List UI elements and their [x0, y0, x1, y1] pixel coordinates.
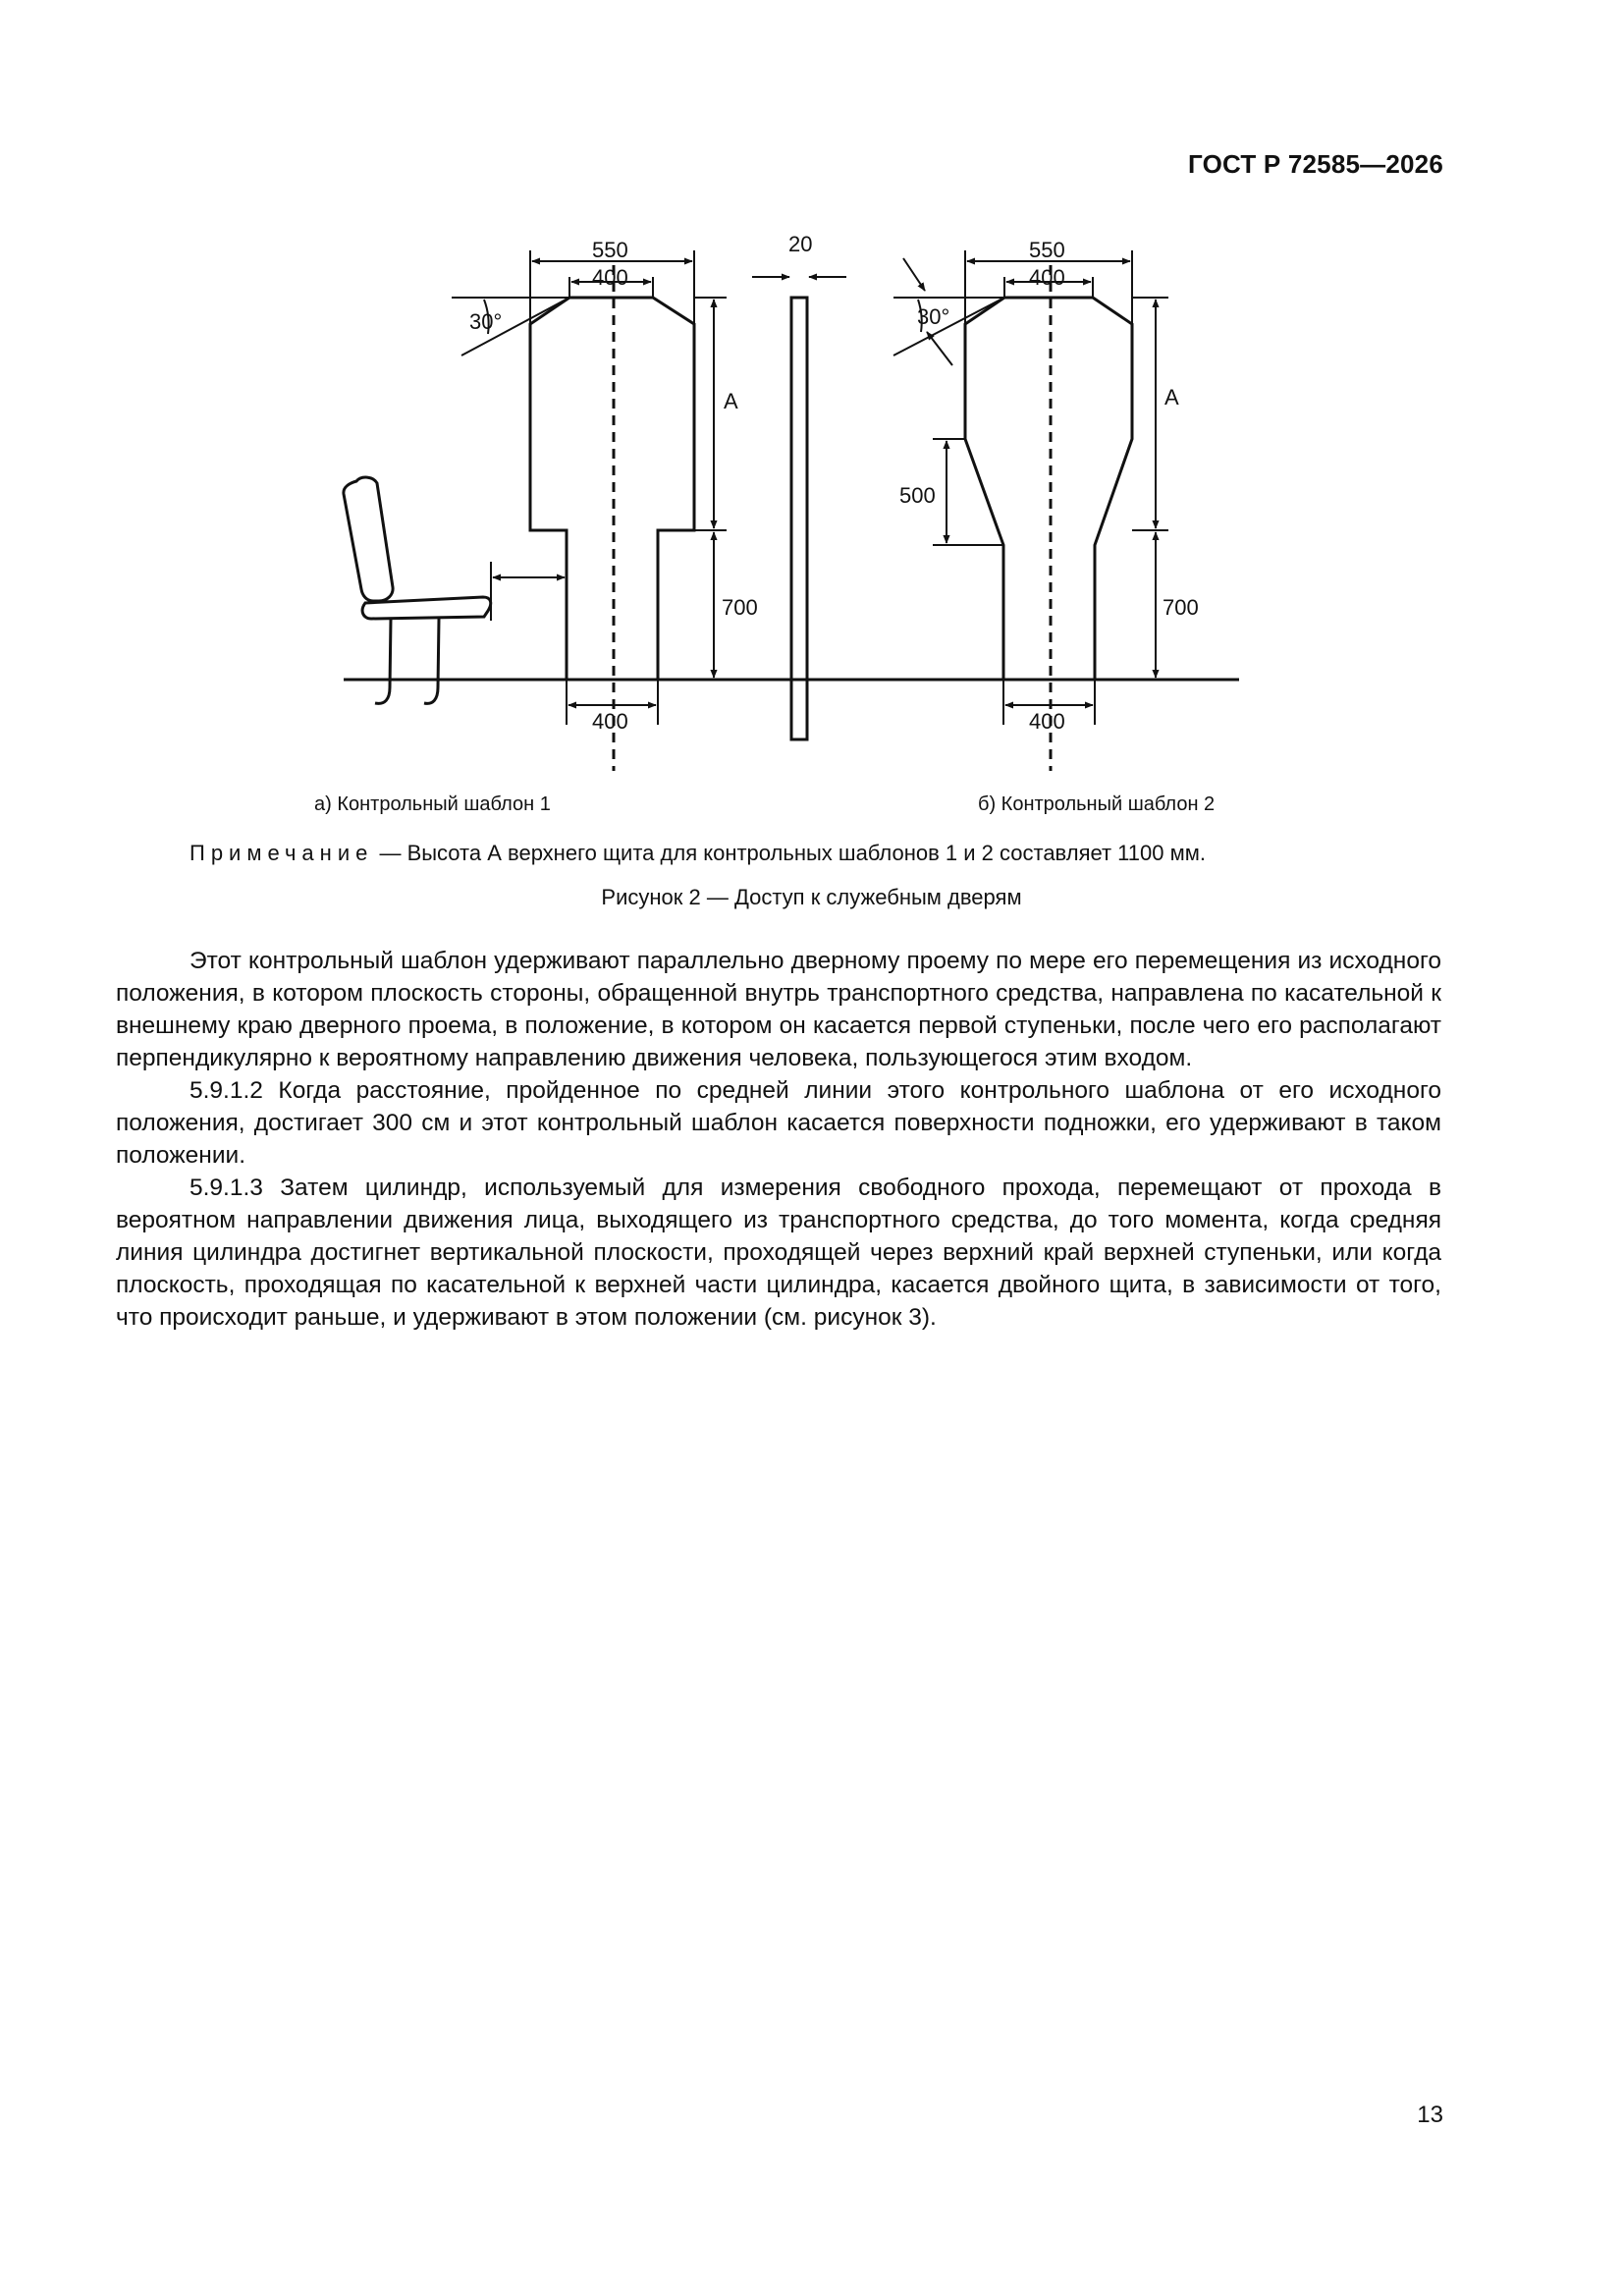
dim-550-a: 550: [592, 238, 628, 262]
dim-20-panel: 20: [788, 232, 813, 256]
paragraph: 5.9.1.2 Когда расстояние, пройденное по средней линии этого контрольного шаблона от его исходного положения, достигает 300 см и этот контрольный шаблон касается поверхности подножки, его удерживают в таком положении.: [116, 1077, 1441, 1169]
note-label: Примечание: [189, 841, 374, 865]
dim-400-bottom-a: 400: [592, 709, 628, 734]
note-text: — Высота А верхнего щита для контрольных шаблонов 1 и 2 составляет 1100 мм.: [373, 841, 1206, 865]
angle-30-b: 30°: [917, 304, 950, 329]
paragraph: Этот контрольный шаблон удерживают параллельно дверному проему по мере его перемещения из исходного положения, в котором плоскость стороны, обращенной внутрь транспортного средства, направлена по касательной к внешнему краю дверного проема, в положение, в котором он касается первой ступеньки, после чего его располагают перпендикулярно к вероятному направлению движения человека, пользующегося этим входом.: [116, 948, 1441, 1071]
paragraph: 5.9.1.3 Затем цилиндр, используемый для измерения свободного прохода, перемещают от прохода в вероятном направлении движения лица, выходящего из транспортного средства, до того момента, когда средняя линия цилиндра достигнет вертикальной плоскости, проходящей через верхний край верхней ступеньки, или когда плоскость, проходящая по касательной к верхней части цилиндра, касается двойного щита, в зависимости от того, что происходит раньше, и удерживают в этом положении (см. рисунок 3).: [116, 1175, 1441, 1331]
dim-a-height-b: A: [1164, 385, 1179, 410]
dim-550-b: 550: [1029, 238, 1065, 262]
figure-note: [189, 841, 1206, 866]
template-2-outline: [965, 298, 1132, 680]
dim-500-b: 500: [899, 483, 936, 508]
figure-caption: Рисунок 2 — Доступ к служебным дверям: [601, 885, 1022, 909]
figure-svg: [324, 216, 1257, 786]
angle-30-a: 30°: [469, 309, 503, 334]
dim-700-b: 700: [1163, 595, 1199, 620]
dim-400-bottom-b: 400: [1029, 709, 1065, 734]
seat-backrest: [344, 477, 393, 601]
panel: [791, 298, 807, 739]
body-text: [116, 945, 1441, 1334]
seat-leg-right: [424, 619, 439, 703]
dim-700-a: 700: [722, 595, 758, 620]
seat-leg-left: [375, 619, 391, 703]
subcaption-template-2: б) Контрольный шаблон 2: [978, 793, 1216, 815]
seat-drawing: [344, 477, 491, 703]
figure-2-diagram: [324, 216, 1257, 786]
subcaption-template-1: а) Контрольный шаблон 1: [314, 793, 551, 815]
page-number: 13: [1417, 2102, 1443, 2128]
standard-designation: ГОСТ Р 72585—2026: [1188, 149, 1443, 179]
dim-400-top-b: 400: [1029, 265, 1065, 290]
panel-thickness-drawing: [752, 277, 846, 739]
dim-a-height-a: A: [724, 389, 738, 413]
dim-400-top-a: 400: [592, 265, 628, 290]
